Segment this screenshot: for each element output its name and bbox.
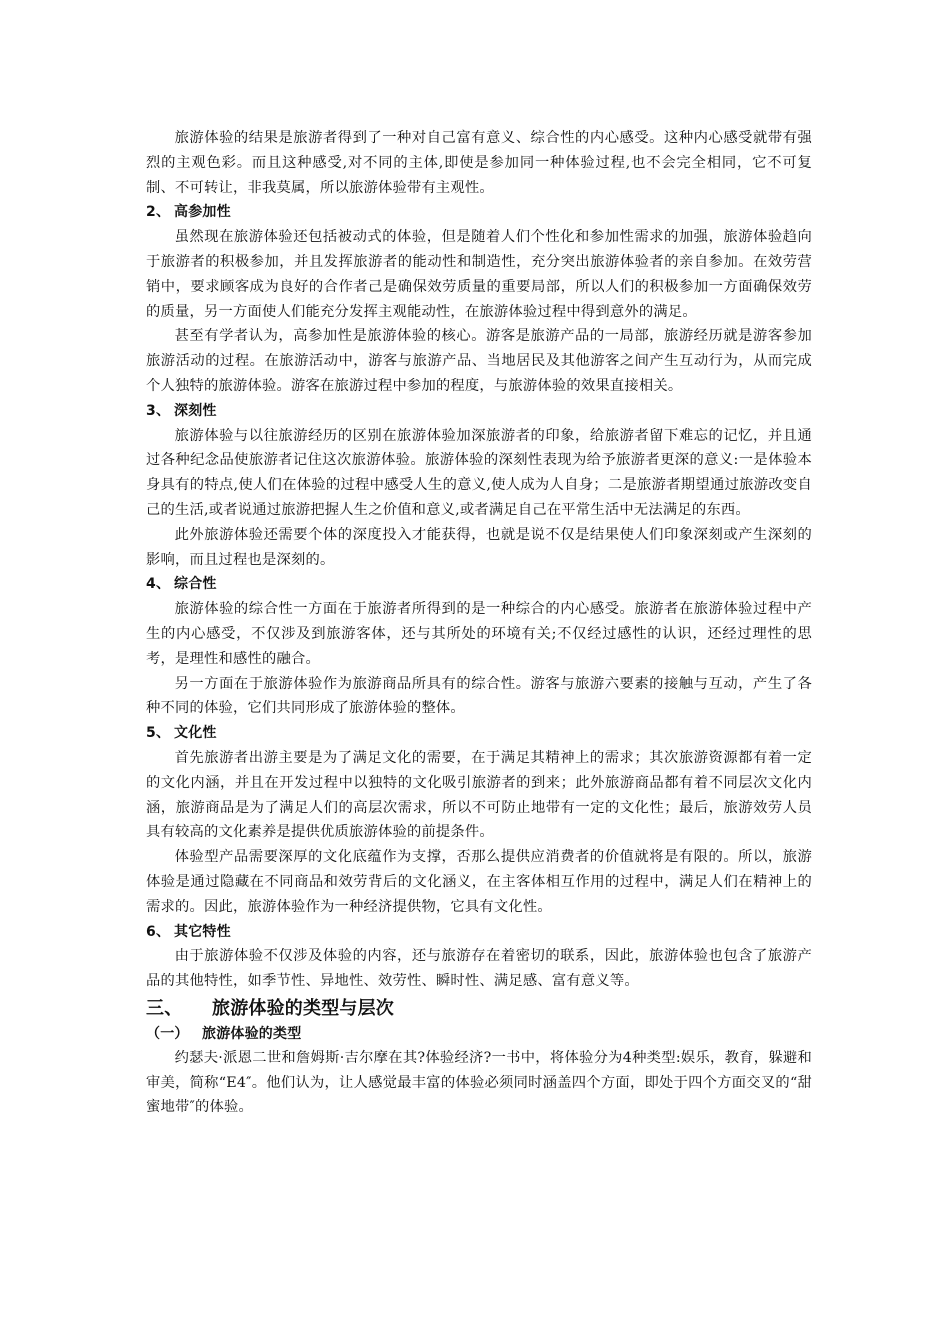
- subsection-title: [146, 1022, 812, 1046]
- heading-number: 6、: [146, 923, 171, 940]
- paragraph-culture-2: 体验型产品需要深厚的文化底蕴作为支撑，否那么提供应消费者的价值就将是有限的。所以，旅游体验是通过隐藏在不同商品和效劳背后的文化涵义，在主客体相互作用的过程中，满足人们在精神上的需求的。因此，旅游体验作为一种经济提供物，它具有文化性。: [146, 849, 812, 915]
- paragraph-comprehensive-2: 另一方面在于旅游体验作为旅游商品所具有的综合性。游客与旅游六要素的接触与互动，产生了各种不同的体验，它们共同形成了旅游体验的整体。: [146, 675, 812, 717]
- heading-label: 高参加性: [174, 204, 231, 221]
- section-number: 三、: [146, 997, 183, 1019]
- heading-label: 综合性: [174, 576, 217, 593]
- heading-number: 2、: [146, 204, 171, 221]
- heading-comprehensive: [146, 572, 812, 597]
- heading-label: 深刻性: [174, 402, 217, 419]
- heading-depth: [146, 399, 812, 424]
- heading-label: 其它特性: [174, 923, 231, 940]
- heading-number: 4、: [146, 576, 171, 593]
- paragraph-comprehensive-1: 旅游体验的综合性一方面在于旅游者所得到的是一种综合的内心感受。旅游者在旅游体验过程中产生的内心感受，不仅涉及到旅游客体，还与其所处的环境有关;不仅经过感性的认识，还经过理性的思考，是理性和感性的融合。: [146, 601, 812, 667]
- heading-other-features: [146, 920, 812, 945]
- section-title: [146, 996, 812, 1022]
- paragraph-experience-types: 约瑟夫·派恩二世和詹姆斯·吉尔摩在其?体验经济?一书中，将体验分为4种类型:娱乐，教育，躲避和审美，简称“E4″。他们认为，让人感觉最丰富的体验必须同时涵盖四个方面，即处于四个方面交叉的“甜蜜地带″的体验。: [146, 1049, 812, 1116]
- paragraph-participation-1: 虽然现在旅游体验还包括被动式的体验，但是随着人们个性化和参加性需求的加强，旅游体验趋向于旅游者的积极参加，并且发挥旅游者的能动性和制造性，充分突出旅游体验者的亲自参加。在效劳营销中，要求顾客成为良好的合作者己是确保效劳质量的重要局部，所以人们的积极参加一方面确保效劳的质量，另一方面使人们能充分发挥主观能动性，在旅游体验过程中得到意外的满足。: [146, 229, 812, 320]
- heading-number: 5、: [146, 725, 171, 742]
- paragraph-culture-1: 首先旅游者出游主要是为了满足文化的需要，在于满足其精神上的需求；其次旅游资源都有着一定的文化内涵，并且在开发过程中以独特的文化吸引旅游者的到来；此外旅游商品都有着不同层次文化内涵，旅游商品是为了满足人们的高层次需求，所以不可防止地带有一定的文化性；最后，旅游效劳人员具有较高的文化素养是提供优质旅游体验的前提条件。: [146, 749, 812, 841]
- document-page: [146, 126, 812, 1120]
- heading-culture: [146, 721, 812, 746]
- paragraph-participation-2: 甚至有学者认为，高参加性是旅游体验的核心。游客是旅游产品的一局部，旅游经历就是游客参加旅游活动的过程。在旅游活动中，游客与旅游产品、当地居民及其他游客之间产生互动行为，从而完成个人独特的旅游体验。游客在旅游过程中参加的程度，与旅游体验的效果直接相关。: [146, 328, 812, 394]
- paragraph-depth-2: 此外旅游体验还需要个体的深度投入才能获得，也就是说不仅是结果使人们印象深刻或产生深刻的影响，而且过程也是深刻的。: [146, 526, 812, 568]
- heading-label: 文化性: [174, 725, 217, 742]
- heading-number: 3、: [146, 402, 171, 419]
- paragraph-other-features: 由于旅游体验不仅涉及体验的内容，还与旅游存在着密切的联系，因此，旅游体验也包含了旅游产品的其他特性，如季节性、异地性、效劳性、瞬时性、满足感、富有意义等。: [146, 948, 812, 990]
- heading-high-participation: [146, 200, 812, 225]
- subsection-label: 旅游体验的类型: [202, 1025, 302, 1042]
- section-label: 旅游体验的类型与层次: [212, 997, 394, 1019]
- paragraph-subjectivity: 旅游体验的结果是旅游者得到了一种对自己富有意义、综合性的内心感受。这种内心感受就带有强烈的主观色彩。而且这种感受,对不同的主体,即使是参加同一种体验过程,也不会完全相同，它不可复制、不可转让，非我莫属，所以旅游体验带有主观性。: [146, 130, 812, 196]
- subsection-number: （一）: [146, 1025, 189, 1042]
- paragraph-depth-1: 旅游体验与以往旅游经历的区别在旅游体验加深旅游者的印象，给旅游者留下难忘的记忆，并且通过各种纪念品使旅游者记住这次旅游体验。旅游体验的深刻性表现为给予旅游者更深的意义:一是体验本身具有的特点,使人们在体验的过程中感受人生的意义,使人成为人自身；二是旅游者期望通过旅游改变自己的生活,或者说通过旅游把握人生之价值和意义,或者满足自己在平常生活中无法满足的东西。: [146, 427, 812, 518]
